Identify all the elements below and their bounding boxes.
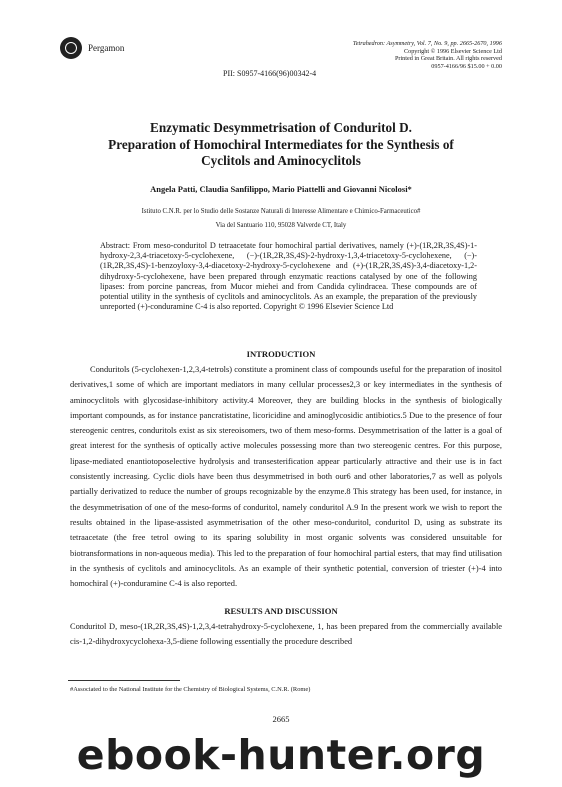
intro-paragraph: Conduritols (5-cyclohexen-1,2,3,4-tetrols) constitute a prominent class of compounds useful for the preparation of inositol derivatives,1 some of which are important mediators in many cellular processes2,3 or key intermediates in the synthesis of aminocyclitols with glycosidase-inhibitory activity.4 Moreover, they are building blocks in the synthesis of biologically important compounds, as for instance pancratistatine, licoricidine and aminoglycosidic antibiotics.5 Due to the presence of four stereogenic centres, conduritols exist as six stereoisomers, two of them meso-forms. Desymmetrisation of the latter is a goal of great interest for the synthesis of optically active molecules possessing more than two stereogenic centres. For this purpose, lipase-mediated enantiotoposelective hydrolysis and transesterification appear particularly attractive and their use is in fact consistently increasing. Cyclic diols have been thus desymmetrised in both our6 and other laboratories,7 as well as polyols partially derivatized to reduce the number of groups recognizable by the enzyme.8 This strategy has been used, for instance, in the desymmetrisation of one of the meso-forms of conduritol, namely conduritol A.9 In the present work we wish to report the results obtained in the lipase-assisted asymmetrisation of the other meso-conduritol, conduritol D, using as substrate its tetraacetate (the free tetrol owing to its sparing solubility in most organic solvents was considered unsuitable for biotransformations in non-aqueous media). This led to the preparation of four homochiral partial esters, that may find utilisation in the synthesis of cyclitols and aminocyclitols. As an example of their synthetic potential, conversion of triester (+)-4 into homochiral (+)-conduramine C-4 is also reported. xyxy=(70,365,502,589)
journal-line: Copyright © 1996 Elsevier Science Ltd xyxy=(403,47,502,55)
intro-heading: INTRODUCTION xyxy=(246,349,316,359)
title-line: Preparation of Homochiral Intermediates for the Synthesis of xyxy=(108,136,454,152)
author-list: Angela Patti, Claudia Sanfilippo, Mario Piattelli and Giovanni Nicolosi* xyxy=(150,184,412,194)
title-line: Enzymatic Desymmetrisation of Conduritol D. xyxy=(150,120,412,135)
pergamon-logo xyxy=(60,37,82,59)
abstract xyxy=(100,241,477,312)
footnote: #Associated to the National Institute for the Chemistry of Biological Systems, C.N.R. (Rome) xyxy=(70,686,311,693)
affiliation-institute: Istituto C.N.R. per lo Studio delle Sostanze Naturali di Interesse Alimentare e Chimico-Farmaceutico# xyxy=(141,208,421,215)
journal-line: 0957-4166/96 $15.00 + 0.00 xyxy=(431,62,502,70)
journal-line: Printed in Great Britain. All rights reserved xyxy=(394,55,502,63)
pii-code: PII: S0957-4166(96)00342-4 xyxy=(223,69,317,78)
results-body xyxy=(70,619,502,649)
intro-body xyxy=(70,362,502,591)
publisher-name: Pergamon xyxy=(88,43,125,53)
journal-line: Tetrahedron: Asymmetry, Vol. 7, No. 9, pp. 2665-2670, 1996 xyxy=(352,40,502,47)
paper-title xyxy=(60,120,502,170)
abstract-text: Abstract: From meso-conduritol D tetraacetate four homochiral partial derivatives, namely (+)-(1R,2R,3S,4S)-1-hydroxy-2,3,4-triacetoxy-5-cyclohexene, (−)-(1R,2R,3S,4S)-2-hydroxy-1,3,4-triacetoxy-5-cyclohexene, (−)-(1R,2R,3S,4S)-1-benzoyloxy-3,4-diacetoxy-2-hydroxy-5-cyclohexene and (+)-(1R,2R,3S,4S)-3,4-diacetoxy-1,2-dihydroxy-5-cyclohexene, have been prepared through enzymatic reactions catalysed by one of the following lipases: from porcine pancreas, from Mucor miehei and from Candida cylindracea. These compounds are of potential utility in the synthesis of cyclitols and aminocyclitols. As an example, the preparation of the previously unreported (+)-conduramine C-4 is also reported. Copyright © 1996 Elsevier Science Ltd xyxy=(100,241,477,312)
page-number: 2665 xyxy=(272,714,290,724)
watermark-text: ebook-hunter.org xyxy=(76,731,486,779)
affiliation xyxy=(60,205,502,233)
title-line: Cyclitols and Aminocyclitols xyxy=(201,153,361,168)
footnote-rule xyxy=(68,680,180,681)
results-heading: RESULTS AND DISCUSSION xyxy=(224,606,338,616)
results-paragraph: Conduritol D, meso-(1R,2R,3S,4S)-1,2,3,4-tetrahydroxy-5-cyclohexene, 1, has been prepared from the commercially available cis-1,2-dihydroxycyclohexa-3,5-diene following essentially the procedure described xyxy=(70,622,502,646)
journal-info xyxy=(353,40,502,70)
affiliation-address: Via del Santuario 110, 95028 Valverde CT, Italy xyxy=(215,222,347,229)
